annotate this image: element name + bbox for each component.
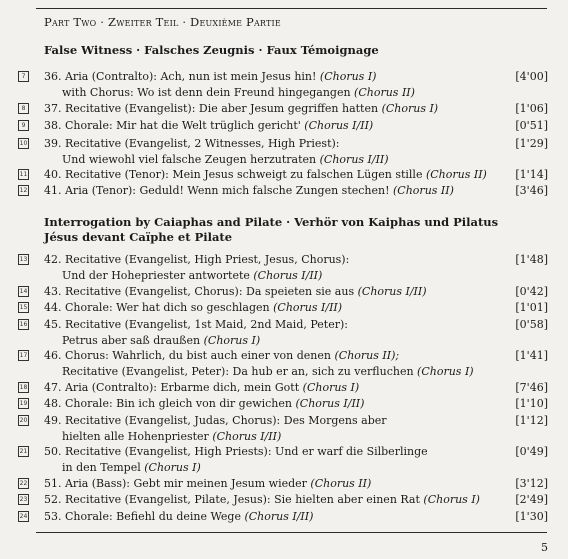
entry-line-1	[44, 413, 387, 428]
entry-chorus-cont: (Chorus I)	[203, 334, 261, 347]
entry-line-1	[44, 118, 373, 133]
track-number-box: 14	[19, 288, 28, 295]
entry-chorus: (Chorus I/II)	[357, 285, 427, 298]
entry-duration: [0'58]	[515, 318, 548, 331]
entry-title-cont: in den Tempel	[62, 461, 141, 474]
entry-title: 53. Chorale: Befiehl du deine Wege	[44, 510, 241, 523]
track-number-box: 19	[19, 400, 28, 407]
entry-title: 45. Recitative (Evangelist, 1st Maid, 2nd Maid, Peter):	[44, 318, 348, 331]
entry-line-1	[44, 101, 438, 116]
entry-chorus: (Chorus I)	[319, 70, 377, 83]
entry-duration: [0'51]	[515, 119, 548, 132]
track-number-box: 15	[19, 304, 28, 311]
track-number-box: 13	[19, 256, 28, 263]
section-title-line-2: Jésus devant Caïphe et Pilate	[44, 230, 233, 244]
entry-duration: [3'12]	[515, 477, 548, 490]
entry-duration: [1'10]	[515, 397, 548, 410]
entry-duration: [1'06]	[515, 102, 548, 115]
track-number-box: 17	[19, 352, 28, 359]
entry-title: 38. Chorale: Mir hat die Welt trüglich gericht'	[44, 119, 301, 132]
entry-chorus: (Chorus II)	[393, 184, 454, 197]
section-title-interrogation	[44, 215, 544, 245]
entry-duration: [1'01]	[515, 301, 548, 314]
top-rule	[36, 8, 547, 9]
track-number-box: 12	[19, 187, 28, 194]
entry-chorus-cont: (Chorus I/II)	[319, 153, 389, 166]
entry-title: 36. Aria (Contralto): Ach, nun ist mein Jesus hin!	[44, 70, 317, 83]
entry-line-2	[62, 364, 474, 379]
entry-chorus: (Chorus I)	[302, 381, 360, 394]
section-title-line: Interrogation by Caiaphas and Pilate · Verhör von Kaiphas und Pilatus	[44, 215, 499, 229]
part-heading: Part Two · Zweiter Teil · Deuxième Partie	[44, 15, 281, 29]
entry-title: 51. Aria (Bass): Gebt mir meinen Jesum wieder	[44, 477, 307, 490]
entry-line-2	[62, 429, 281, 444]
track-number-box: 23	[19, 496, 28, 503]
entry-chorus-cont: (Chorus II)	[354, 86, 415, 99]
entry-chorus: (Chorus I/II)	[244, 510, 314, 523]
entry-title: 41. Aria (Tenor): Geduld! Wenn mich falsche Zungen stechen!	[44, 184, 390, 197]
entry-chorus: (Chorus II)	[310, 477, 372, 490]
bottom-rule	[36, 532, 547, 533]
entry-duration: [1'14]	[515, 168, 548, 181]
track-number-box: 22	[19, 480, 28, 487]
entry-title-cont: Recitative (Evangelist, Peter): Da hub er an, sich zu verfluchen	[62, 365, 414, 378]
entry-duration: [1'12]	[515, 414, 548, 427]
entry-title-cont: Und der Hohepriester antwortete	[62, 269, 250, 282]
entry-line-1	[44, 396, 364, 411]
entry-line-1	[44, 380, 359, 395]
track-number-box: 20	[19, 417, 28, 424]
entry-line-2	[62, 460, 201, 475]
entry-duration: [7'46]	[515, 381, 548, 394]
entry-title: 43. Recitative (Evangelist, Chorus): Da speieten sie aus	[44, 285, 355, 298]
entry-chorus: (Chorus I/II)	[273, 301, 343, 314]
entry-title-cont: Petrus aber saß draußen	[62, 334, 201, 347]
track-number-box: 24	[19, 513, 28, 520]
entry-line-1	[44, 476, 371, 491]
entry-duration: [1'41]	[515, 349, 548, 362]
entry-line-1	[44, 183, 454, 198]
track-number-box: 7	[18, 71, 29, 82]
entry-chorus-cont: (Chorus I/II)	[253, 269, 323, 282]
entry-duration: [1'29]	[515, 137, 548, 150]
entry-title: 52. Recitative (Evangelist, Pilate, Jesus): Sie hielten aber einen Rat	[44, 493, 420, 506]
entry-line-1	[44, 252, 349, 267]
entry-duration: [4'00]	[515, 70, 548, 83]
entry-duration: [1'48]	[515, 253, 548, 266]
entry-title: 39. Recitative (Evangelist, 2 Witnesses, High Priest):	[44, 137, 340, 150]
entry-chorus-cont: (Chorus I)	[417, 365, 474, 378]
entry-line-1	[44, 492, 480, 507]
track-number-box: 21	[19, 448, 28, 455]
entry-title-cont: with Chorus: Wo ist denn dein Freund hingegangen	[62, 86, 351, 99]
entry-line-2	[62, 152, 389, 167]
entry-duration: [2'49]	[515, 493, 548, 506]
entry-line-1	[44, 284, 427, 299]
entry-chorus: (Chorus II);	[334, 349, 400, 362]
track-number-box: 18	[19, 384, 28, 391]
track-number-box: 16	[19, 321, 28, 328]
entry-line-1	[44, 509, 313, 524]
entry-duration: [0'49]	[515, 445, 548, 458]
entry-duration: [3'46]	[515, 184, 548, 197]
entry-chorus-cont: (Chorus I)	[144, 461, 201, 474]
entry-title-cont: Und wiewohl viel falsche Zeugen herzutraten	[62, 153, 317, 166]
entry-chorus: (Chorus I/II)	[304, 119, 374, 132]
page-number: 5	[541, 541, 548, 554]
entry-line-2	[62, 333, 260, 348]
entry-duration: [0'42]	[515, 285, 548, 298]
track-number-box: 10	[19, 140, 28, 147]
entry-line-1	[44, 69, 376, 84]
entry-title: 42. Recitative (Evangelist, High Priest, Jesus, Chorus):	[44, 253, 350, 266]
entry-line-2	[62, 268, 322, 283]
entry-title: 47. Aria (Contralto): Erbarme dich, mein Gott	[44, 381, 300, 394]
entry-chorus: (Chorus I)	[423, 493, 480, 506]
entry-title: 49. Recitative (Evangelist, Judas, Chorus): Des Morgens aber	[44, 414, 387, 427]
entry-line-1	[44, 444, 428, 459]
section-title-false-witness	[44, 43, 544, 58]
entry-chorus: (Chorus II)	[425, 168, 487, 181]
section-title-line: False Witness · Falsches Zeugnis · Faux Témoignage	[44, 43, 379, 57]
entry-chorus: (Chorus I/II)	[295, 397, 365, 410]
entry-title: 37. Recitative (Evangelist): Die aber Jesum gegriffen hatten	[44, 102, 379, 115]
entry-line-2	[62, 85, 415, 100]
entry-line-1	[44, 167, 487, 182]
entry-title: 40. Recitative (Tenor): Mein Jesus schweigt zu falschen Lügen stille	[44, 168, 423, 181]
entry-duration: [1'30]	[515, 510, 548, 523]
entry-chorus: (Chorus I)	[381, 102, 439, 115]
entry-line-1	[44, 348, 399, 363]
track-number-box: 11	[19, 171, 28, 178]
entry-title: 46. Chorus: Wahrlich, du bist auch einer von denen	[44, 349, 331, 362]
entry-line-1	[44, 300, 342, 315]
entry-title-cont: hielten alle Hohenpriester	[62, 430, 209, 443]
entry-line-1	[44, 136, 340, 151]
entry-line-1	[44, 317, 348, 332]
entry-title: 50. Recitative (Evangelist, High Priests): Und er warf die Silberlinge	[44, 445, 428, 458]
entry-chorus-cont: (Chorus I/II)	[212, 430, 282, 443]
track-number-box: 9	[18, 120, 29, 131]
track-number-box: 8	[18, 103, 29, 114]
entry-title: 48. Chorale: Bin ich gleich von dir gewichen	[44, 397, 292, 410]
entry-title: 44. Chorale: Wer hat dich so geschlagen	[44, 301, 270, 314]
